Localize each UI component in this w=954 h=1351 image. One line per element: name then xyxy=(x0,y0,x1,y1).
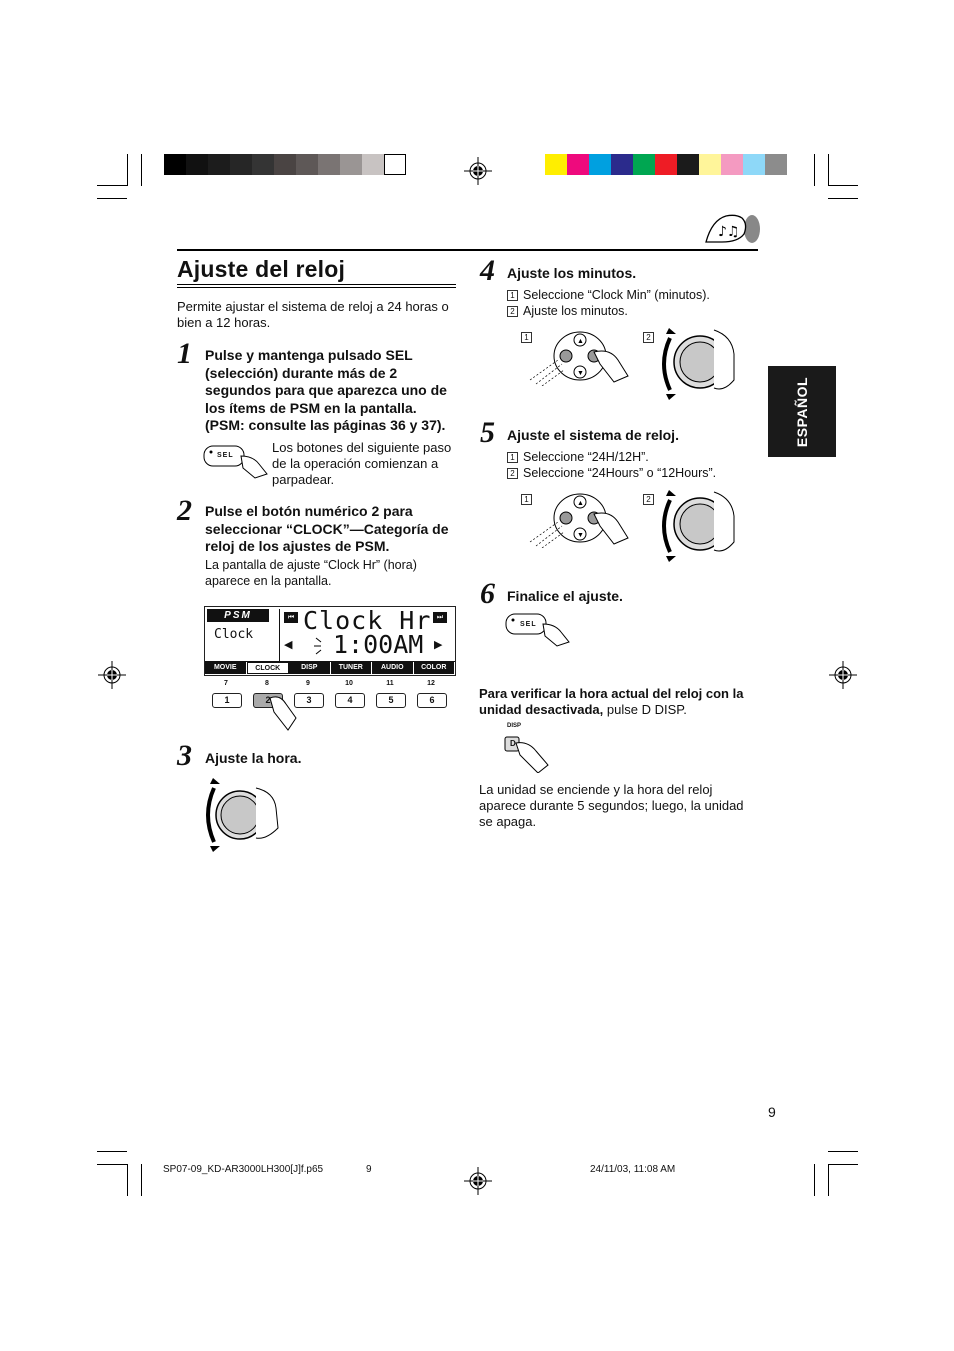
verify-result: La unidad se enciende y la hora del reloj aparece durante 5 segundos; luego, la unidad se apaga. xyxy=(479,782,744,829)
step-number: 4 xyxy=(480,254,495,287)
number-button-top-label: 12 xyxy=(427,680,435,687)
verify-rest: pulse D DISP. xyxy=(603,702,687,717)
crop-mark xyxy=(97,198,127,199)
svg-text:▼: ▼ xyxy=(577,532,584,539)
finger-press-icon xyxy=(266,694,306,734)
number-button-top-label: 10 xyxy=(345,680,353,687)
verify-text xyxy=(479,686,754,718)
header-rule xyxy=(177,249,758,251)
music-notes-icon xyxy=(702,212,760,246)
crop-mark xyxy=(814,1164,815,1196)
color-swatch xyxy=(633,154,655,175)
next-track-icon: ⏭ xyxy=(433,612,447,623)
lcd-tab: COLOR xyxy=(414,662,456,674)
svg-text:▼: ▼ xyxy=(577,370,584,377)
substep-box: 1 xyxy=(507,452,518,463)
substep-text: Ajuste los minutos. xyxy=(523,304,628,318)
control-pad-icon xyxy=(528,330,632,386)
verify-bold: Para verificar la hora actual del reloj con la unidad desactivada, xyxy=(479,686,744,717)
step-number: 1 xyxy=(177,337,192,370)
lcd-tabs xyxy=(205,661,455,674)
step-number: 2 xyxy=(177,494,192,527)
footer-file: SP07-09_KD-AR3000LH300[J]f.p65 xyxy=(163,1164,324,1175)
gray-swatch xyxy=(384,154,406,175)
crop-mark xyxy=(814,154,815,186)
color-swatch xyxy=(567,154,589,175)
step-text: Pulse y mantenga pulsado SEL (selección) durante más de 2 segundos para que aparezca uno de los ítems de PSM en la pantalla. (PSM: consulte las páginas 36 y 37). xyxy=(205,347,447,433)
d-button-label: D xyxy=(510,739,516,748)
registration-mark-icon xyxy=(464,1167,492,1195)
svg-text:▲: ▲ xyxy=(577,338,584,345)
gray-swatch xyxy=(230,154,252,175)
step-text: Ajuste la hora. xyxy=(205,750,302,766)
step-text: Ajuste los minutos. xyxy=(507,265,637,281)
prev-track-icon: ⏮ xyxy=(284,612,298,623)
up-icon: ▶ xyxy=(434,639,443,651)
color-swatch xyxy=(545,154,567,175)
gray-swatch xyxy=(274,154,296,175)
control-dial-icon xyxy=(656,488,738,564)
registration-mark-icon xyxy=(464,157,492,185)
control-pad-icon xyxy=(528,492,632,548)
sel-button-label: SEL xyxy=(217,452,234,459)
figure-box: 1 xyxy=(521,494,532,505)
lcd-category: Clock xyxy=(214,627,254,642)
number-button-6[interactable]: 6 xyxy=(417,693,447,708)
number-button-top-label: 11 xyxy=(386,680,394,687)
substep-box: 2 xyxy=(507,468,518,479)
color-swatch xyxy=(655,154,677,175)
gray-swatch xyxy=(318,154,340,175)
number-button-top-label: 7 xyxy=(224,680,228,687)
crop-mark xyxy=(828,1164,858,1165)
step-note: Los botones del siguiente paso de la operación comienzan a parpadear. xyxy=(272,440,452,487)
number-button-1[interactable]: 1 xyxy=(212,693,242,708)
sel-button-label: SEL xyxy=(520,621,537,628)
psm-badge: PSM xyxy=(207,609,269,622)
footer-page: 9 xyxy=(366,1164,372,1175)
registration-mark-icon xyxy=(98,661,126,689)
disp-label: DISP xyxy=(507,723,522,729)
substep-text: Seleccione “Clock Min” (minutos). xyxy=(523,288,710,302)
color-swatch xyxy=(721,154,743,175)
crop-mark xyxy=(141,1164,142,1196)
title-underline xyxy=(177,284,456,285)
step-number: 3 xyxy=(177,739,192,772)
gray-swatch xyxy=(296,154,318,175)
lcd-tab: CLOCK xyxy=(247,662,290,674)
title-underline xyxy=(177,287,456,288)
sel-button-icon xyxy=(203,444,269,480)
color-swatch xyxy=(743,154,765,175)
substep-text: Seleccione “24Hours” o “12Hours”. xyxy=(523,466,717,480)
gray-swatch xyxy=(164,154,186,175)
crop-mark xyxy=(97,1151,127,1152)
lcd-tab: AUDIO xyxy=(372,662,414,674)
crop-mark xyxy=(127,1164,128,1196)
step-number: 5 xyxy=(480,416,495,449)
crop-mark xyxy=(97,185,127,186)
blink-indicator-icon xyxy=(312,634,332,658)
gray-swatch xyxy=(186,154,208,175)
gray-swatch xyxy=(340,154,362,175)
color-swatch xyxy=(589,154,611,175)
number-button-4[interactable]: 4 xyxy=(335,693,365,708)
gray-swatch xyxy=(208,154,230,175)
registration-mark-icon xyxy=(829,661,857,689)
language-tab-label: ESPAÑOL xyxy=(794,376,810,448)
step-text: Finalice el ajuste. xyxy=(507,588,623,604)
step-text: Ajuste el sistema de reloj. xyxy=(507,427,679,443)
color-swatch xyxy=(677,154,699,175)
lcd-line2: 1:00AM xyxy=(333,630,424,659)
color-swatch xyxy=(765,154,787,175)
language-tab xyxy=(768,366,836,457)
control-dial-icon xyxy=(200,778,280,852)
substep xyxy=(507,465,716,481)
lcd-line1: Clock Hr xyxy=(303,606,432,635)
lcd-divider xyxy=(279,609,280,661)
lcd-tab: MOVIE xyxy=(205,662,247,674)
lcd-tab: DISP xyxy=(289,662,331,674)
control-dial-icon xyxy=(656,326,738,402)
substep xyxy=(507,287,710,303)
crop-mark xyxy=(828,1164,829,1196)
step-note: La pantalla de ajuste “Clock Hr” (hora) aparece en la pantalla. xyxy=(205,558,417,588)
crop-mark xyxy=(141,154,142,186)
color-swatch xyxy=(699,154,721,175)
color-swatch xyxy=(611,154,633,175)
crop-mark xyxy=(828,1151,858,1152)
step-number: 6 xyxy=(480,577,495,610)
crop-mark xyxy=(828,198,858,199)
svg-text:▲: ▲ xyxy=(577,500,584,507)
crop-mark xyxy=(828,185,858,186)
substep xyxy=(507,449,649,465)
number-button-3[interactable]: 3 xyxy=(294,693,324,708)
substep-box: 2 xyxy=(507,306,518,317)
step-text: Pulse el botón numérico 2 para seleccionar “CLOCK”—Categoría de reloj de los ajustes de PSM. xyxy=(205,503,449,554)
gray-swatch xyxy=(362,154,384,175)
substep xyxy=(507,303,628,319)
number-button-5[interactable]: 5 xyxy=(376,693,406,708)
crop-mark xyxy=(828,154,829,186)
figure-box: 2 xyxy=(643,494,654,505)
gray-swatch xyxy=(252,154,274,175)
figure-box: 2 xyxy=(643,332,654,343)
sel-button-icon xyxy=(505,612,571,648)
number-button-top-label: 9 xyxy=(306,680,310,687)
down-icon: ◀ xyxy=(284,639,293,651)
svg-text:♪♫: ♪♫ xyxy=(718,224,740,240)
substep-text: Seleccione “24H/12H”. xyxy=(523,450,649,464)
page-title: Ajuste del reloj xyxy=(177,256,346,282)
crop-mark xyxy=(127,154,128,186)
substep-box: 1 xyxy=(507,290,518,301)
lcd-tab: TUNER xyxy=(331,662,373,674)
number-button-top-label: 8 xyxy=(265,680,269,687)
figure-box: 1 xyxy=(521,332,532,343)
intro-text: Permite ajustar el sistema de reloj a 24 horas o bien a 12 horas. xyxy=(177,299,449,330)
number-button-2[interactable]: 2 xyxy=(253,693,283,708)
footer-timestamp: 24/11/03, 11:08 AM xyxy=(590,1164,676,1175)
page-number: 9 xyxy=(768,1104,776,1120)
crop-mark xyxy=(97,1164,127,1165)
lcd-display xyxy=(204,606,456,676)
